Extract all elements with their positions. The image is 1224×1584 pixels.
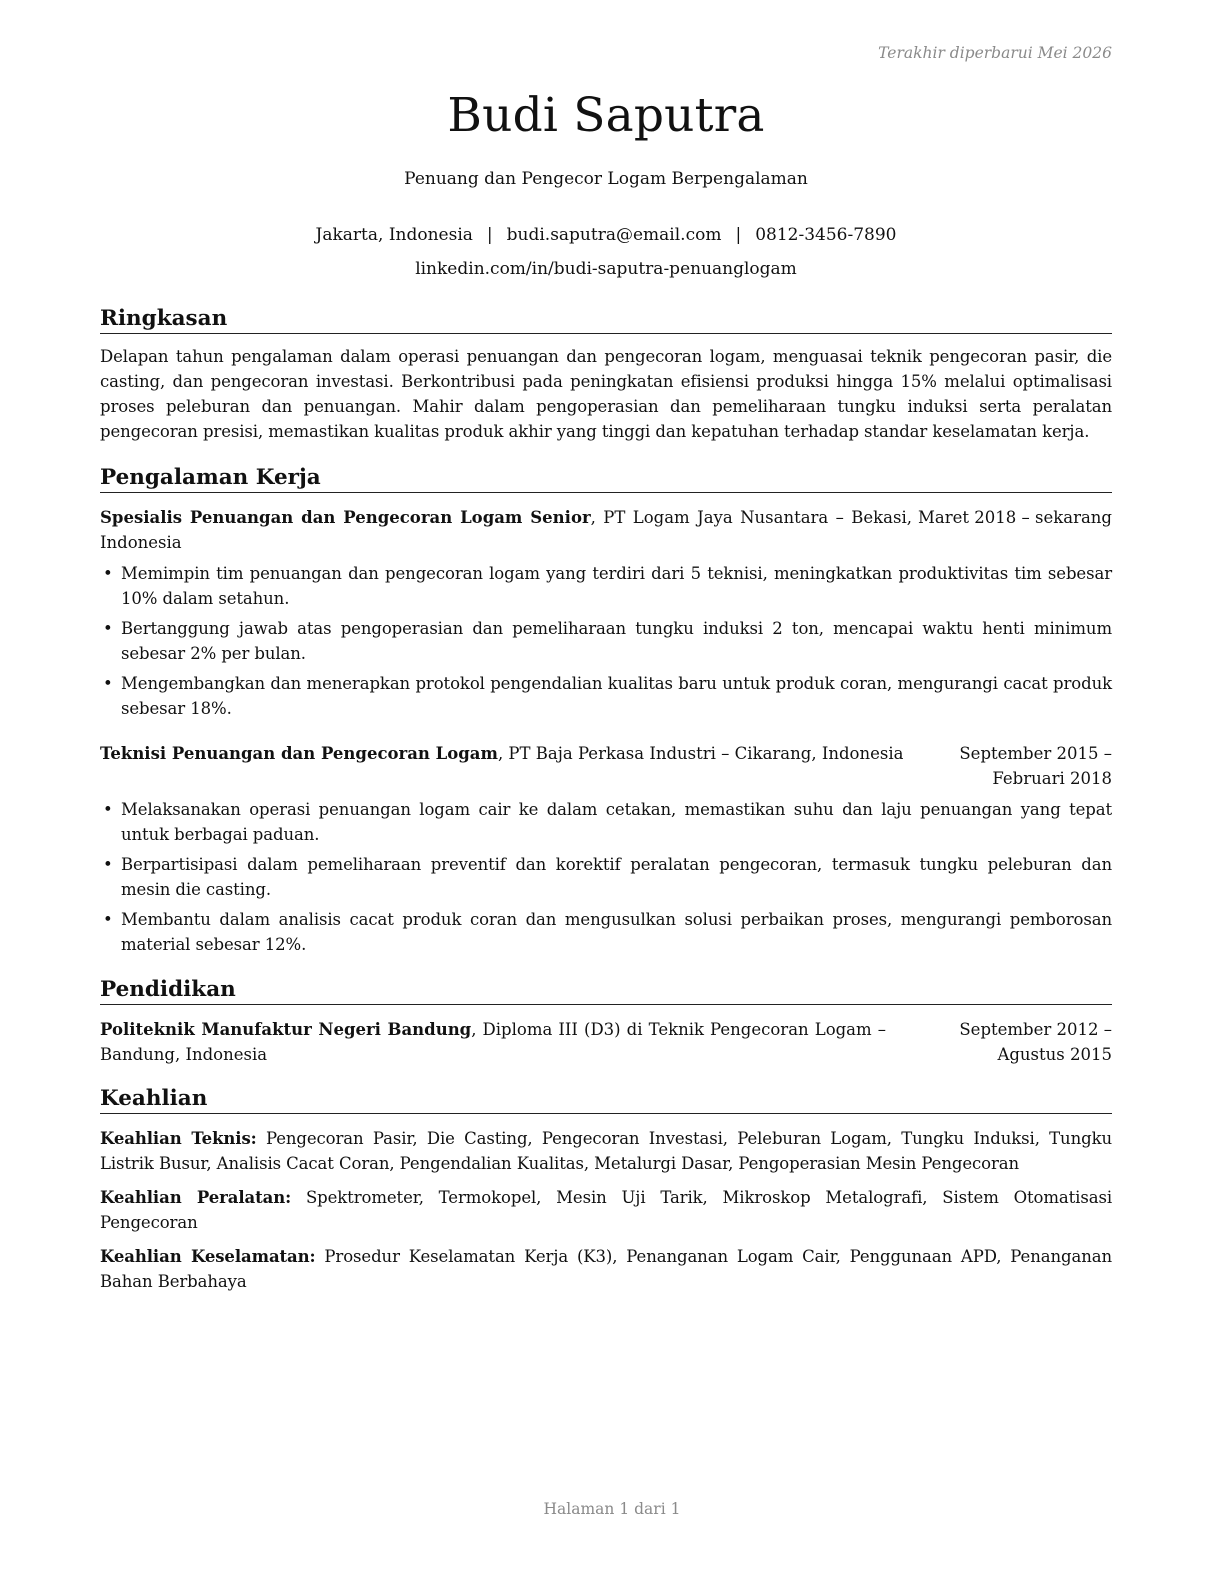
summary-section [100, 305, 1112, 444]
education-dates: September 2012 – Agustus 2015 [959, 1020, 1112, 1064]
contact-line-1 [100, 218, 1112, 252]
skill-label: Keahlian Peralatan: [100, 1188, 292, 1207]
job-dates: September 2015 – Februari 2018 [959, 744, 1112, 788]
job-bullets [100, 797, 1112, 957]
section-title-summary: Ringkasan [100, 305, 1112, 334]
job-bullet-text: Mengembangkan dan menerapkan protokol pengendalian kualitas baru untuk produk coran, mengurangi cacat produk sebesar 18%. [121, 674, 1112, 718]
education-school: Politeknik Manufaktur Negeri Bandung [100, 1020, 472, 1039]
contact-block [100, 218, 1112, 286]
contact-separator: | [486, 225, 493, 245]
job-role: Spesialis Penuangan dan Pengecoran Logam Senior [100, 508, 591, 527]
job-role: Teknisi Penuangan dan Pengecoran Logam [100, 744, 498, 763]
job-title-line [100, 741, 906, 766]
skill-text: Pengecoran Pasir, Die Casting, Pengecoran Investasi, Peleburan Logam, Tungku Induksi, Tungku Listrik Busur, Analisis Cacat Coran, Pengendalian Kualitas, Metalurgi Dasar, Pengoperasian Mesin Pengecoran [100, 1129, 1112, 1173]
job-header [100, 505, 1112, 555]
education-entry [100, 1017, 1112, 1067]
job-bullet [100, 616, 1112, 666]
skill-text: Spektrometer, Termokopel, Mesin Uji Tarik, Mikroskop Metalografi, Sistem Otomatisasi Pengecoran [100, 1188, 1113, 1232]
education-detail: , Diploma III (D3) di Teknik Pengecoran Logam – Bandung, Indonesia [100, 1020, 886, 1064]
contact-line-2 [100, 252, 1112, 286]
education-section [100, 976, 1112, 1067]
skills-section [100, 1085, 1112, 1294]
skill-text: Prosedur Keselamatan Kerja (K3), Penanganan Logam Cair, Penggunaan APD, Penanganan Bahan Berbahaya [100, 1247, 1112, 1291]
job-bullet-text: Melaksanakan operasi penuangan logam cair ke dalam cetakan, memastikan suhu dan laju penuangan yang tepat untuk berbagai paduan. [121, 800, 1112, 844]
section-title-education: Pendidikan [100, 976, 1112, 1005]
job-bullet-text: Memimpin tim penuangan dan pengecoran logam yang terdiri dari 5 teknisi, meningkatkan produktivitas tim sebesar 10% dalam setahun. [121, 564, 1112, 608]
skill-row [100, 1244, 1112, 1294]
contact-phone[interactable]: 0812-3456-7890 [755, 225, 897, 245]
skill-label: Keahlian Teknis: [100, 1129, 257, 1148]
bullet-icon: • [103, 855, 113, 874]
experience-section [100, 464, 1112, 962]
bullet-icon: • [103, 674, 113, 693]
skill-label: Keahlian Keselamatan: [100, 1247, 316, 1266]
candidate-tagline: Penuang dan Pengecor Logam Berpengalaman [404, 169, 808, 189]
job-dates: Maret 2018 – sekarang [918, 508, 1112, 527]
bullet-icon: • [103, 564, 113, 583]
section-title-experience: Pengalaman Kerja [100, 464, 1112, 493]
job-bullets [100, 561, 1112, 721]
bullet-icon: • [103, 619, 113, 638]
job-bullet [100, 561, 1112, 611]
job-bullet [100, 671, 1112, 721]
resume-page [100, 0, 1112, 1584]
bullet-icon: • [103, 910, 113, 929]
job-title-line [100, 505, 912, 555]
job-bullet-text: Berpartisipasi dalam pemeliharaan preventif dan korektif peralatan pengecoran, termasuk tungku peleburan dan mesin die casting. [121, 855, 1112, 899]
job-entry [100, 741, 1112, 957]
contact-linkedin[interactable]: linkedin.com/in/budi-saputra-penuanglogam [415, 259, 797, 279]
job-bullet-text: Membantu dalam analisis cacat produk coran dan mengusulkan solusi perbaikan proses, mengurangi pemborosan material sebesar 12%. [121, 910, 1112, 954]
contact-email[interactable]: budi.saputra@email.com [506, 225, 722, 245]
bullet-icon: • [103, 800, 113, 819]
job-company: , PT Logam Jaya Nusantara – Bekasi, Indonesia [100, 508, 913, 552]
education-title-line [100, 1017, 886, 1067]
job-entry [100, 505, 1112, 721]
job-header [100, 741, 1112, 791]
job-bullet [100, 797, 1112, 847]
page-number: Halaman 1 dari 1 [543, 1500, 681, 1518]
candidate-name: Budi Saputra [447, 88, 765, 143]
last-updated: Terakhir diperbarui Mei 2026 [878, 44, 1112, 62]
section-title-skills: Keahlian [100, 1085, 1112, 1114]
summary-text: Delapan tahun pengalaman dalam operasi penuangan dan pengecoran logam, menguasai teknik pengecoran pasir, die casting, dan pengecoran investasi. Berkontribusi pada peningkatan efisiensi produksi hingga 15% melalui optimalisasi proses peleburan dan penuangan. Mahir dalam pengoperasian dan pemeliharaan tungku induksi serta peralatan pengecoran presisi, memastikan kualitas produk akhir yang tinggi dan kepatuhan terhadap standar keselamatan kerja. [100, 347, 1112, 441]
contact-separator: | [735, 225, 742, 245]
job-company: , PT Baja Perkasa Industri – Cikarang, Indonesia [497, 744, 904, 763]
job-bullet [100, 852, 1112, 902]
contact-location: Jakarta, Indonesia [315, 225, 473, 245]
job-bullet [100, 907, 1112, 957]
job-bullet-text: Bertanggung jawab atas pengoperasian dan pemeliharaan tungku induksi 2 ton, mencapai waktu henti minimum sebesar 2% per bulan. [121, 619, 1112, 663]
skill-row [100, 1185, 1112, 1235]
skill-row [100, 1126, 1112, 1176]
